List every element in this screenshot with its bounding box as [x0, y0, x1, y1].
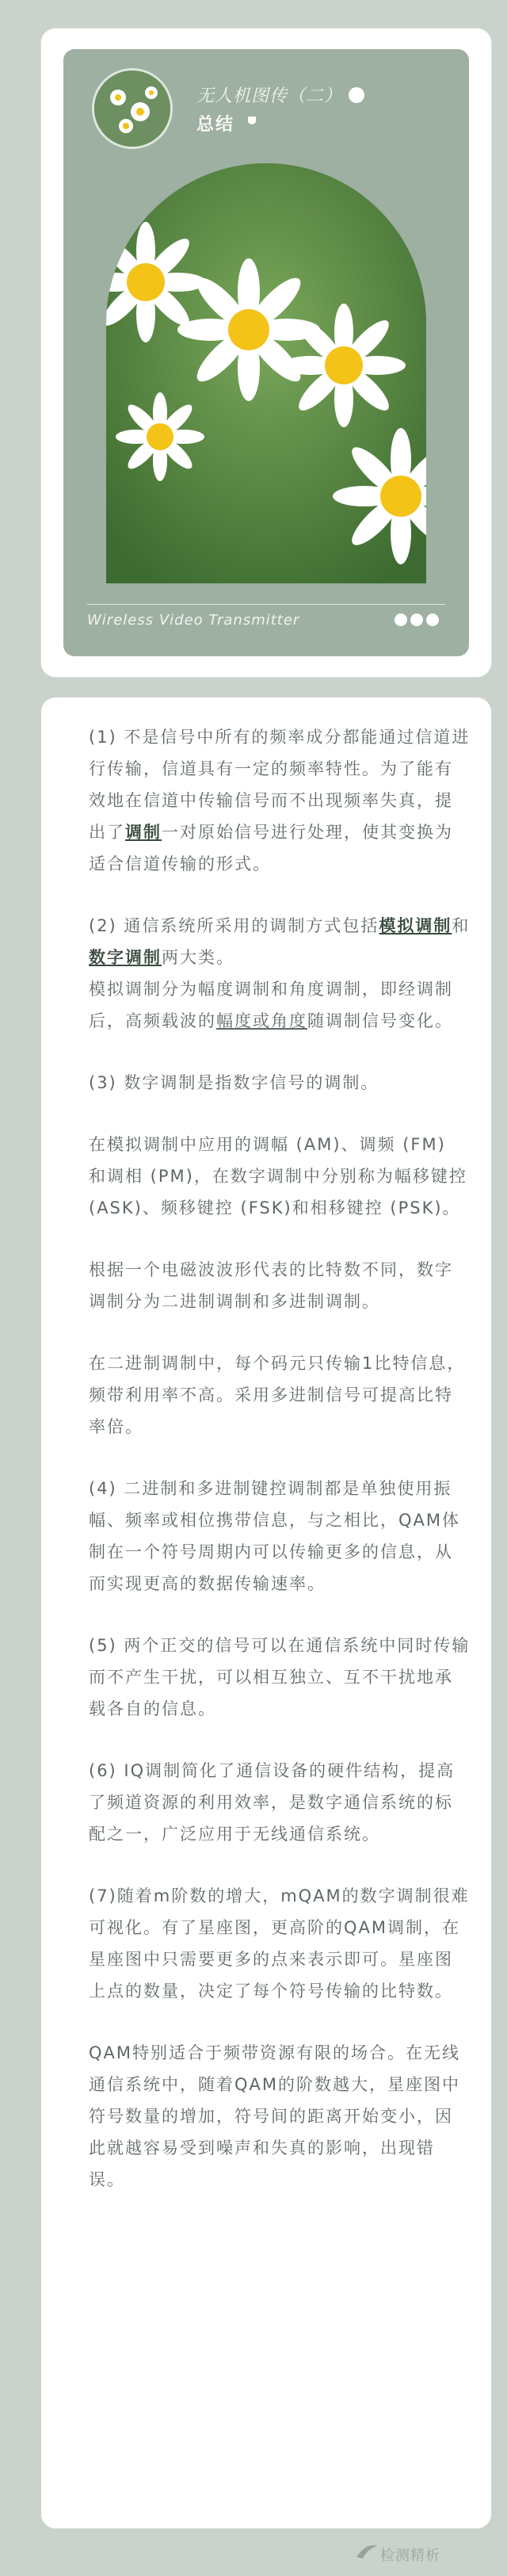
text-run: (6) IQ调制简化了通信设备的硬件结构，提高了频道资源的利用效率，是数字通信系统的标配之一，广泛应用于无线通信系统。 [89, 1761, 456, 1844]
text-run: (5) 两个正交的信号可以在通信系统中同时传输而不产生干扰，可以相互独立、互不干扰地承载各自的信息。 [89, 1636, 471, 1718]
article-body [89, 721, 471, 2226]
avatar [92, 68, 173, 149]
dot-icon [349, 87, 364, 103]
text-run: 两大类。 [162, 948, 234, 967]
article-series-title: 无人机图传（二） [196, 86, 343, 106]
paragraph [89, 1755, 471, 1850]
paragraph [89, 1129, 471, 1224]
more-dots-icon [395, 613, 439, 626]
text-run: (2) 通信系统所采用的调制方式包括 [89, 916, 379, 935]
text-run: 在模拟调制中应用的调幅 (AM)、调频 (FM) 和调相 (PM)，在数字调制中分别称为幅移键控 (ASK)、频移键控 (FSK)和相移键控 (PSK)。 [89, 1135, 467, 1217]
paragraph [89, 1067, 471, 1099]
cover-panel [63, 49, 469, 656]
watermark-logo-icon [355, 2541, 379, 2562]
shield-icon [247, 116, 257, 127]
text-run: 和 [452, 916, 471, 935]
text-run: (3) 数字调制是指数字信号的调制。 [89, 1073, 379, 1092]
paragraph [89, 1254, 471, 1317]
text-run: 随调制信号变化。 [307, 1011, 453, 1030]
highlighted-term: 数字调制 [89, 948, 162, 967]
cover-caption: Wireless Video Transmitter [87, 612, 300, 629]
text-run: 根据一个电磁波波形代表的比特数不同，数字调制分为二进制调制和多进制调制。 [89, 1260, 453, 1311]
paragraph [89, 1473, 471, 1599]
text-run: 在二进制调制中，每个码元只传输1比特信息，频带利用率不高。采用多进制信号可提高比特率倍。 [89, 1354, 466, 1436]
highlighted-term: 模拟调制 [379, 916, 452, 935]
highlighted-term: 调制 [125, 823, 162, 842]
article-subtitle: 总结 [196, 115, 235, 135]
text-run: QAM特别适合于频带资源有限的场合。在无线通信系统中，随着QAM的阶数越大，星座图中符号数量的增加，符号间的距离开始变小，因此就越容易受到噪声和失真的影响，出现错误。 [89, 2043, 461, 2189]
underlined-term: 幅度或角度 [216, 1011, 307, 1030]
paragraph [89, 721, 471, 880]
paragraph [89, 1347, 471, 1443]
paragraph [89, 1880, 471, 2007]
text-run: (1) 不是信号中所有的频率成分都能通过信道进行传输，信道具有一定的频率特性。为了能有效地在信道中传输信号而不出现频率失真，提出了 [89, 728, 471, 842]
watermark-text: 检测精析 [380, 2547, 440, 2564]
text-run: 模拟调制分为幅度调制和角度调制，即经调制后，高频载波的 [89, 980, 453, 1030]
cover-card [41, 29, 491, 677]
text-run: (4) 二进制和多进制键控调制都是单独使用振幅、频率或相位携带信息，与之相比，QAM体制在一个符号周期内可以传输更多的信息，从而实现更高的数据传输速率。 [89, 1479, 461, 1593]
paragraph [89, 910, 471, 1037]
article-body-card [41, 698, 491, 2528]
paragraph [89, 1630, 471, 1725]
paragraph [89, 2037, 471, 2196]
text-run: (7)随着m阶数的增大，mQAM的数字调制很难可视化。有了星座图，更高阶的QAM调制，在星座图中只需要更多的点来表示即可。星座图上点的数量，决定了每个符号传输的比特数。 [89, 1886, 470, 2001]
text-run: 一对原始信号进行处理，使其变换为适合信道传输的形式。 [89, 823, 453, 873]
daisy-photo [106, 163, 426, 583]
caption-divider [87, 604, 445, 605]
